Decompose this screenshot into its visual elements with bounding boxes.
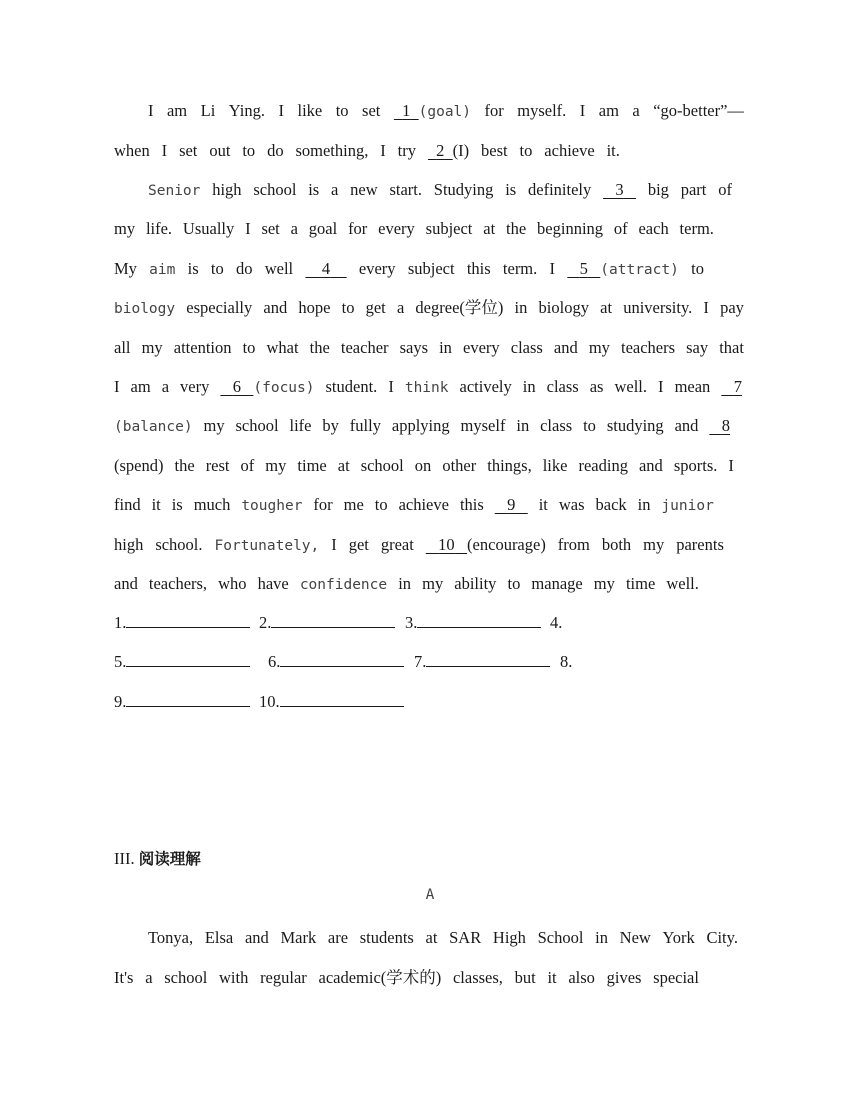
word: high	[114, 535, 144, 554]
passage-line1	[148, 927, 738, 949]
word: to	[519, 141, 533, 160]
word: set	[362, 101, 381, 120]
word: in	[522, 377, 536, 396]
blank-7[interactable]: 7	[733, 377, 742, 396]
word: junior	[661, 498, 714, 514]
word: a	[632, 101, 640, 120]
word: is	[187, 259, 199, 278]
word: a	[290, 219, 298, 238]
word: and	[674, 416, 699, 435]
word: Ying.	[228, 101, 266, 120]
word: very	[180, 377, 210, 396]
answer-7[interactable]: 7.	[414, 651, 550, 673]
word: school.	[155, 535, 203, 554]
word: I	[728, 456, 734, 475]
word: life.	[145, 219, 173, 238]
word: as	[589, 377, 604, 396]
word: in	[516, 416, 530, 435]
word: gives	[606, 968, 642, 987]
word: I	[161, 141, 168, 160]
word: class	[540, 416, 573, 435]
word: and	[553, 338, 578, 357]
word: in	[637, 495, 651, 514]
paragraph2-line8	[114, 455, 734, 477]
answer-1[interactable]: 1.	[114, 612, 250, 634]
word: term.	[679, 219, 714, 238]
word: life	[289, 416, 312, 435]
word: like	[542, 456, 568, 475]
word: My	[114, 259, 137, 278]
word: actively	[459, 377, 512, 396]
word: say	[686, 338, 709, 357]
word: to	[374, 495, 388, 514]
word: and	[263, 298, 288, 317]
answer-6[interactable]: 6.	[268, 651, 404, 673]
word: I	[658, 377, 664, 396]
word: find	[114, 495, 141, 514]
word: well.	[666, 574, 699, 593]
word: school	[164, 968, 208, 987]
word: Senior	[148, 183, 201, 199]
word: back	[595, 495, 627, 514]
section-heading	[114, 848, 201, 870]
word: reading	[578, 456, 628, 475]
paragraph1-line2	[114, 140, 620, 162]
paragraph2-line5	[114, 337, 744, 359]
word: every	[463, 338, 500, 357]
word: I	[703, 298, 709, 317]
word: Elsa	[204, 928, 234, 947]
word: tougher	[241, 498, 303, 514]
word: of	[613, 219, 628, 238]
blank-8[interactable]: 8	[721, 416, 730, 435]
word: to	[507, 574, 521, 593]
word: both	[601, 535, 632, 554]
passage-line2	[114, 967, 699, 989]
word: degree(学位)	[415, 298, 504, 317]
word: my	[203, 416, 225, 435]
word: set	[261, 219, 280, 238]
answer-line[interactable]	[280, 652, 404, 667]
word: well	[264, 259, 294, 278]
word: do	[235, 259, 253, 278]
word: I	[579, 101, 586, 120]
word: at	[483, 219, 496, 238]
word: Usually	[182, 219, 235, 238]
word: SAR	[449, 928, 482, 947]
word: and	[638, 456, 663, 475]
word: this	[466, 259, 491, 278]
word: every	[358, 259, 396, 278]
word: from	[557, 535, 590, 554]
word: It's	[114, 968, 134, 987]
word: term.	[502, 259, 538, 278]
word: for	[313, 495, 333, 514]
blank-6[interactable]: 6 (focus)	[232, 377, 315, 396]
word: something,	[295, 141, 369, 160]
word: am	[598, 101, 619, 120]
word: but	[514, 968, 536, 987]
word: I	[331, 535, 337, 554]
word: beginning	[537, 219, 604, 238]
word: definitely	[528, 180, 592, 199]
word: each	[638, 219, 669, 238]
passage-label: A	[425, 887, 435, 903]
word: I	[278, 101, 284, 120]
word: for	[484, 101, 504, 120]
word: to	[242, 338, 256, 357]
word: me	[343, 495, 364, 514]
word: confidence	[299, 577, 388, 593]
word: the	[506, 219, 527, 238]
word: great	[380, 535, 414, 554]
paragraph2-line3	[114, 258, 704, 281]
word: mean	[674, 377, 711, 396]
word: academic(学术的)	[318, 968, 442, 987]
word: the	[309, 338, 330, 357]
word: I	[114, 377, 120, 396]
word: out	[209, 141, 231, 160]
word: aim	[149, 262, 176, 278]
word: “go-better”—	[653, 101, 744, 120]
answer-line[interactable]	[417, 613, 541, 628]
word: in	[439, 338, 452, 357]
word: it.	[606, 141, 620, 160]
word: biology	[538, 298, 589, 317]
word: I	[245, 219, 251, 238]
paragraph2-line6	[114, 376, 742, 399]
word: other	[442, 456, 477, 475]
word: is	[171, 495, 183, 514]
answer-8[interactable]: 8.	[560, 652, 573, 671]
word: achieve	[544, 141, 595, 160]
word: like	[297, 101, 323, 120]
word: fully	[349, 416, 381, 435]
word: I	[148, 101, 154, 120]
word: my	[422, 574, 444, 593]
word: are	[327, 928, 349, 947]
word: time	[297, 456, 327, 475]
word: ability	[454, 574, 497, 593]
hint-spend: (spend)	[114, 456, 164, 475]
hint-encourage: (encourage)	[467, 535, 546, 554]
word: biology	[114, 301, 176, 317]
word: I	[380, 141, 386, 160]
word: am	[130, 377, 151, 396]
paragraph2-line1	[148, 179, 732, 202]
hint-goal: (goal)	[418, 104, 472, 120]
word: my	[114, 219, 136, 238]
paragraph1-line1	[148, 100, 744, 123]
answer-line[interactable]	[280, 692, 404, 707]
word: am	[166, 101, 188, 120]
word: student.	[325, 377, 378, 396]
blank-4[interactable]: 4	[321, 259, 331, 278]
word: a	[161, 377, 170, 396]
word: says	[399, 338, 429, 357]
word: all	[114, 338, 131, 357]
word: get	[365, 298, 386, 317]
answer-line[interactable]	[126, 692, 250, 707]
answer-2[interactable]: 2.	[259, 612, 395, 634]
word: and	[114, 574, 138, 593]
word: who	[218, 574, 247, 593]
word: class	[510, 338, 543, 357]
word: sports.	[673, 456, 718, 475]
word: School	[537, 928, 584, 947]
word: to	[242, 141, 256, 160]
paragraph2-line11	[114, 573, 699, 596]
word: have	[257, 574, 289, 593]
answer-3[interactable]: 3.	[405, 612, 541, 634]
word: Tonya,	[148, 928, 194, 947]
hint-balance: (balance)	[114, 419, 193, 435]
word: school	[235, 416, 279, 435]
word: I	[549, 259, 556, 278]
word: at	[425, 928, 438, 947]
word: start.	[389, 180, 422, 199]
word: much	[193, 495, 231, 514]
word: regular	[260, 968, 307, 987]
word: High	[492, 928, 526, 947]
blank-10[interactable]: 10 (encourage)	[438, 535, 546, 554]
answer-5[interactable]: 5.	[114, 651, 250, 673]
word: Fortunately,	[214, 538, 320, 554]
paragraph2-line10	[114, 534, 724, 557]
word: to	[583, 416, 596, 435]
answer-line[interactable]	[426, 652, 550, 667]
word: especially	[186, 298, 253, 317]
word: a	[396, 298, 405, 317]
word: teachers	[620, 338, 676, 357]
word: with	[219, 968, 249, 987]
word: high	[212, 180, 242, 199]
word: a	[331, 180, 339, 199]
word: subject	[407, 259, 455, 278]
word: the	[174, 456, 195, 475]
word: every	[378, 219, 415, 238]
word: attention	[173, 338, 232, 357]
word: my	[588, 338, 610, 357]
word: is	[308, 180, 320, 199]
word: City.	[706, 928, 738, 947]
word: university.	[623, 298, 693, 317]
word: new	[350, 180, 378, 199]
word: Studying	[433, 180, 494, 199]
word: big	[647, 180, 669, 199]
word: on	[414, 456, 432, 475]
word: teachers,	[148, 574, 208, 593]
word: get	[348, 535, 369, 554]
answer-10[interactable]: 10.	[259, 691, 404, 713]
word: that	[719, 338, 744, 357]
section-number: III.	[114, 849, 135, 868]
word: this	[459, 495, 484, 514]
word: to	[341, 298, 355, 317]
word: to	[210, 259, 224, 278]
hint-focus: (focus)	[253, 380, 315, 396]
word: well.	[614, 377, 648, 396]
word: Li	[200, 101, 216, 120]
word: a	[145, 968, 153, 987]
word: I	[388, 377, 394, 396]
word: teacher	[340, 338, 389, 357]
word: and	[244, 928, 269, 947]
word: parents	[676, 535, 724, 554]
word: for	[348, 219, 368, 238]
word: applying	[391, 416, 450, 435]
word: part	[680, 180, 707, 199]
word: things,	[487, 456, 532, 475]
word: manage	[531, 574, 583, 593]
word: to	[691, 259, 704, 278]
hint-attract: (attract)	[600, 262, 679, 278]
blank-1[interactable]: 1 (goal)	[402, 101, 472, 120]
answer-line[interactable]	[271, 613, 395, 628]
answer-line[interactable]	[126, 652, 250, 667]
paragraph2-line9	[114, 494, 714, 517]
word: in	[595, 928, 608, 947]
word: do	[267, 141, 284, 160]
word: it	[151, 495, 161, 514]
word: hope	[298, 298, 331, 317]
paragraph2-line2	[114, 218, 714, 240]
word: at	[600, 298, 613, 317]
word: to	[335, 101, 349, 120]
word: in	[514, 298, 528, 317]
word: myself	[460, 416, 506, 435]
word: students	[359, 928, 414, 947]
section-title: 阅读理解	[138, 850, 201, 868]
word: of	[240, 456, 255, 475]
paragraph2-line7	[114, 415, 730, 438]
paragraph2-line4	[114, 297, 744, 320]
blank-2[interactable]: 2 (I)	[436, 141, 470, 160]
word: time	[625, 574, 656, 593]
word: is	[505, 180, 517, 199]
word: my	[141, 338, 163, 357]
word: myself.	[517, 101, 567, 120]
word: also	[568, 968, 595, 987]
word: school	[360, 456, 404, 475]
answer-line[interactable]	[126, 613, 250, 628]
word: York	[662, 928, 695, 947]
word: it	[547, 968, 557, 987]
word: what	[266, 338, 299, 357]
word: New	[619, 928, 651, 947]
word: pay	[720, 298, 744, 317]
word: achieve	[398, 495, 449, 514]
word: was	[558, 495, 585, 514]
answer-4[interactable]: 4.	[550, 613, 563, 632]
word: subject	[425, 219, 473, 238]
word: my	[265, 456, 287, 475]
word: it	[538, 495, 548, 514]
word: class	[546, 377, 579, 396]
blank-9[interactable]: 9	[507, 495, 516, 514]
blank-5[interactable]: 5 (attract)	[579, 259, 679, 278]
word: rest	[205, 456, 230, 475]
hint-I: (I)	[452, 141, 470, 160]
word: think	[404, 380, 449, 396]
word: my	[643, 535, 665, 554]
word: by	[322, 416, 339, 435]
word: when	[114, 141, 150, 160]
word: classes,	[452, 968, 503, 987]
blank-3[interactable]: 3	[615, 180, 624, 199]
word: try	[397, 141, 416, 160]
word: goal	[308, 219, 338, 238]
word: my	[593, 574, 615, 593]
word: special	[653, 968, 699, 987]
word: set	[179, 141, 198, 160]
word: studying	[606, 416, 664, 435]
word: Mark	[280, 928, 317, 947]
word: at	[337, 456, 350, 475]
word: of	[718, 180, 732, 199]
word: best	[481, 141, 508, 160]
word: school	[253, 180, 297, 199]
word: in	[398, 574, 412, 593]
answer-9[interactable]: 9.	[114, 691, 250, 713]
